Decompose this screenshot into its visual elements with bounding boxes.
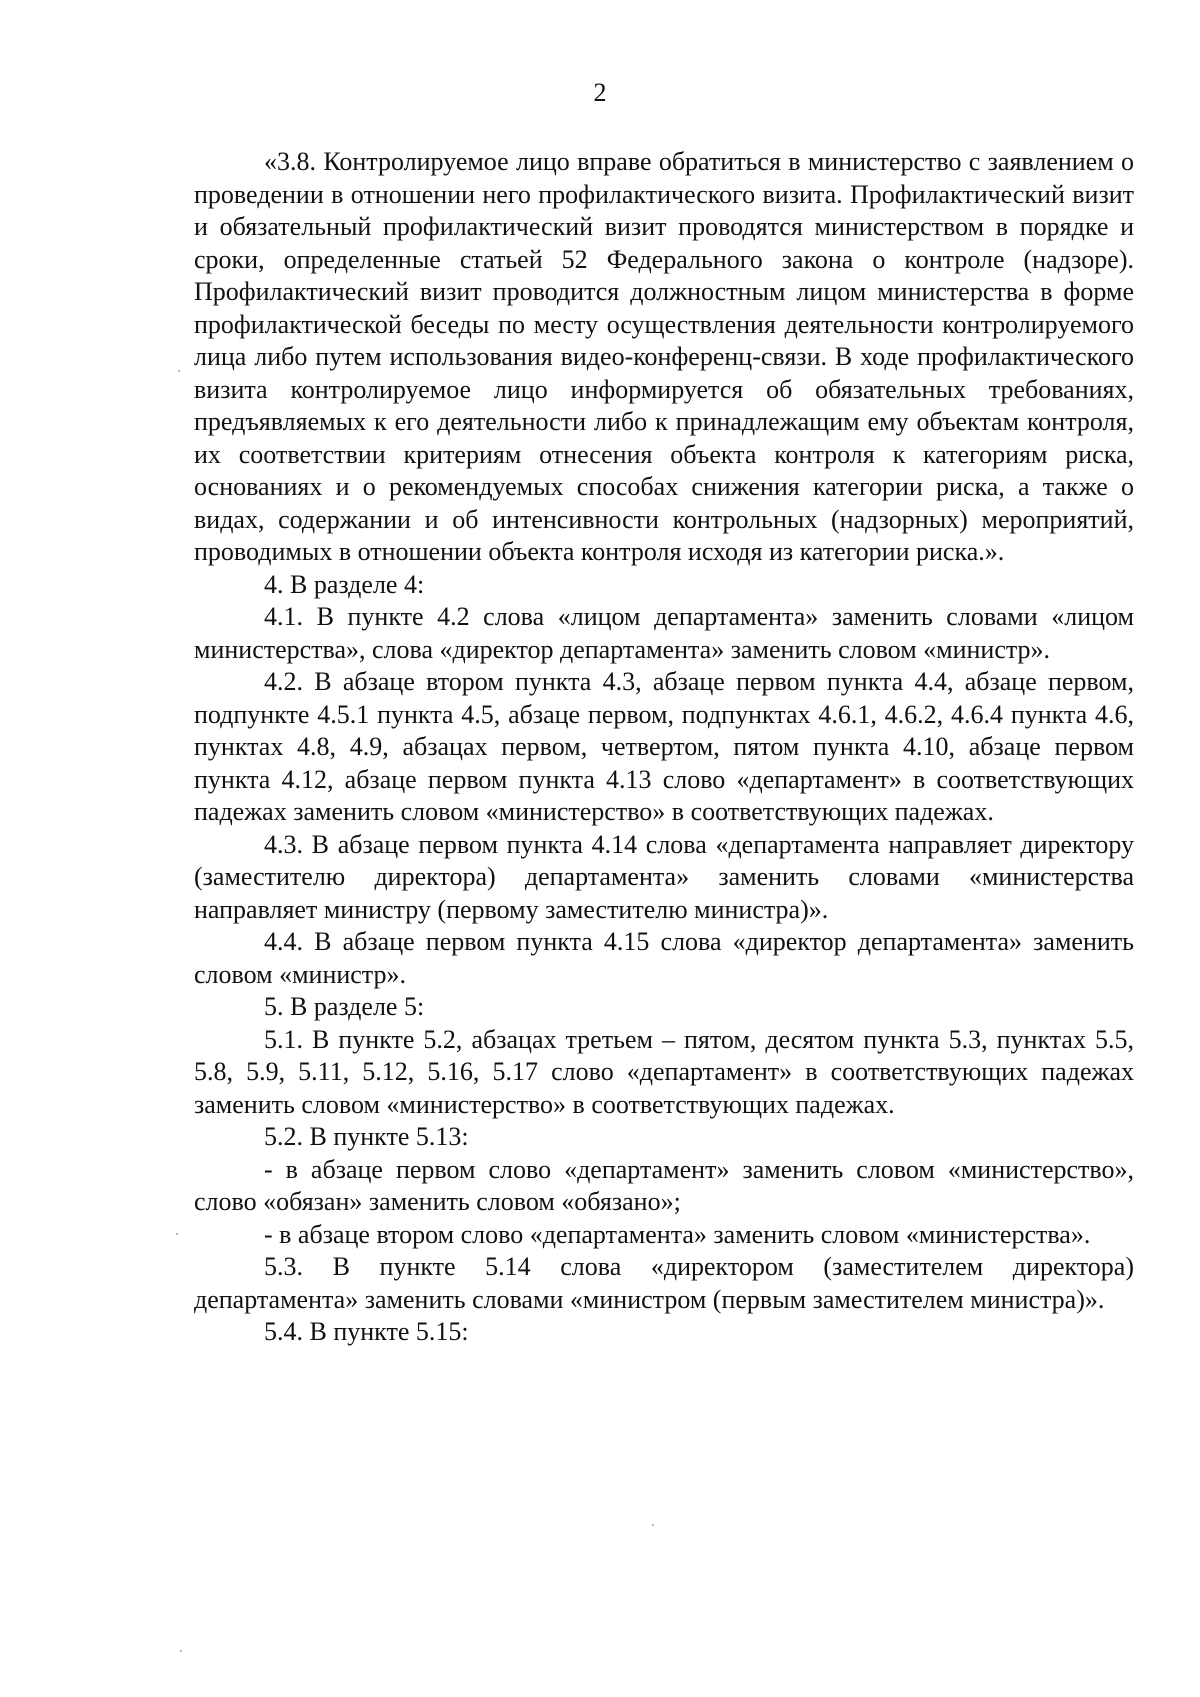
section-4-heading: 4. В разделе 4: <box>264 569 425 599</box>
paragraph-4-2: 4.2. В абзаце втором пункта 4.3, абзаце первом пункта 4.4, абзаце первом, подпункте 4.5.1 пункта 4.5, абзаце первом, подпунктах 4.6.1, 4.6.2, 4.6.4 пункта 4.6, пунктах 4.8, 4.9, абзацах первом, четвертом, пятом пункта 4.10, абзаце первом пункта 4.12, абзаце первом пункта 4.13 слово «департамент» в соответствующих падежах заменить словом «министерство» в соответствующих падежах. <box>194 667 1134 826</box>
paragraph-5-2: 5.2. В пункте 5.13: <box>264 1122 469 1151</box>
scan-speck <box>652 1524 654 1526</box>
paragraph-4-1: 4.1. В пункте 4.2 слова «лицом департамента» заменить словами «лицом министерства», слова «директор департамента» заменить словом «министр». <box>194 602 1134 664</box>
paragraph-3-8: «3.8. Контролируемое лицо вправе обратиться в министерство с заявлением о проведении в отношении него профилактического визита. Профилактический визит и обязательный профилактический визит проводятся министерством в порядке и сроки, определенные статьей 52 Федерального закона о контроле (надзоре). Профилактический визит проводится должностным лицом министерства в форме профилактической беседы по месту осуществления деятельности контролируемого лица либо путем использования видео-конференц-связи. В ходе профилактического визита контролируемое лицо информируется об обязательных требованиях, предъявляемых к его деятельности либо к принадлежащим ему объектам контроля, их соответствии критериям отнесения объекта контроля к категориям риска, основаниях и о рекомендуемых способах снижения категории риска, а также о видах, содержании и об интенсивности контрольных (надзорных) мероприятий, проводимых в отношении объекта контроля исходя из категории риска.». <box>194 147 1134 566</box>
document-body <box>194 146 1134 1349</box>
paragraph-4-3: 4.3. В абзаце первом пункта 4.14 слова «департамента направляет директору (заместителю директора) департамента» заменить словами «министерства направляет министру (первому заместителю министра)». <box>194 829 1134 924</box>
scan-speck <box>176 1233 178 1235</box>
list-item: - в абзаце первом слово «департамент» заменить словом «министерство», слово «обязан» заменить словом «обязано»; <box>194 1154 1134 1216</box>
paragraph-5-3: 5.3. В пункте 5.14 слова «директором (заместителем директора) департамента» заменить словами «министром (первым заместителем министра)». <box>194 1252 1134 1314</box>
paragraph-4-4: 4.4. В абзаце первом пункта 4.15 слова «директор департамента» заменить словом «министр». <box>194 927 1134 989</box>
scan-speck <box>178 370 180 372</box>
paragraph-5-1: 5.1. В пункте 5.2, абзацах третьем – пятом, десятом пункта 5.3, пунктах 5.5, 5.8, 5.9, 5.11, 5.12, 5.16, 5.17 слово «департамент» в соответствующих падежах заменить словом «министерство» в соответствующих падежах. <box>194 1024 1134 1119</box>
scan-speck <box>180 1650 182 1652</box>
list-item: - в абзаце втором слово «департамента» заменить словом «министерства». <box>264 1219 1091 1249</box>
page-number: 2 <box>593 78 607 107</box>
paragraph-5-4: 5.4. В пункте 5.15: <box>264 1317 469 1346</box>
section-5-heading: 5. В разделе 5: <box>264 992 425 1021</box>
